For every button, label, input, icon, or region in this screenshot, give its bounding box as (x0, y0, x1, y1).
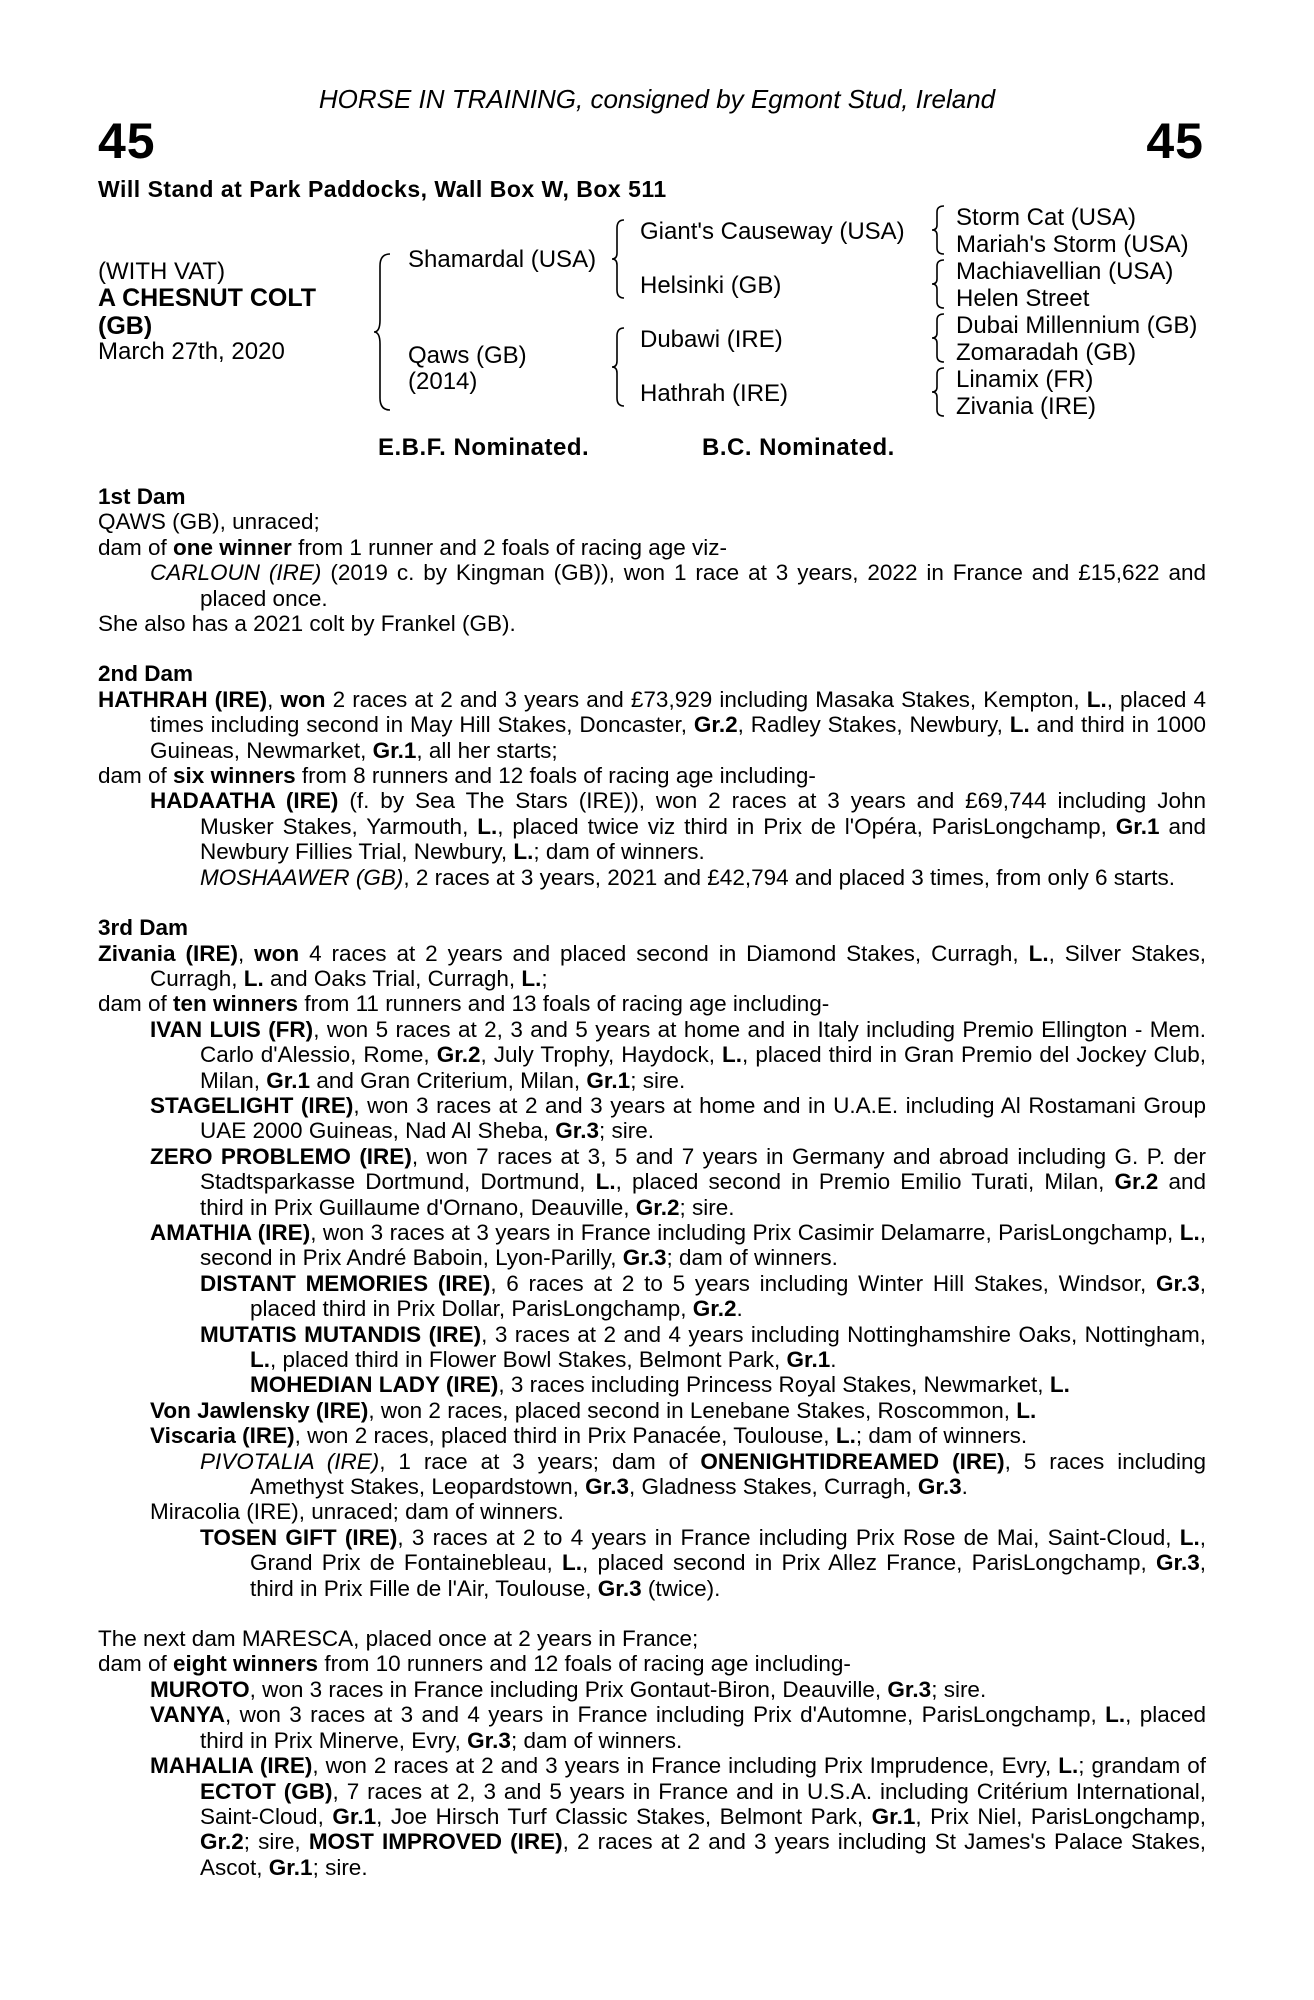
second-dam-record: HATHRAH (IRE), won 2 races at 2 and 3 years and £73,929 including Masaka Stakes, Kempton, L., placed 4 times including second in May Hill Stakes, Doncaster, Gr.2, Radley Stakes, Newbury, L. and third in 1000 Guineas, Newmarket, Gr.1, all her starts; (98, 686, 1206, 763)
lot-name-country: (GB) (98, 312, 153, 340)
first-dam-note: She also has a 2021 colt by Frankel (GB). (98, 611, 516, 637)
pedigree-g8: Zivania (IRE) (956, 393, 1097, 420)
pedigree-dam-sire: Dubawi (IRE) (640, 326, 783, 353)
progeny-tosen-gift: TOSEN GIFT (IRE), 3 races at 2 to 4 years in France including Prix Rose de Mai, Saint-Cloud, L., Grand Prix de Fontainebleau, L., placed second in Prix Allez France, ParisLongchamp, Gr.3, third in Prix Fille de l'Air, Toulouse, Gr.3 (twice). (200, 1524, 1206, 1601)
pedigree-sire-dam: Helsinki (GB) (640, 272, 782, 299)
second-dam-summary: dam of six winners from 8 runners and 12 foals of racing age including- (98, 763, 816, 789)
progeny-pivotalia: PIVOTALIA (IRE), 1 race at 3 years; dam of ONENIGHTIDREAMED (IRE), 5 races including Amethyst Stakes, Leopardstown, Gr.3, Gladness Stakes, Curragh, Gr.3. (200, 1448, 1207, 1500)
bc-nomination: B.C. Nominated. (702, 434, 895, 461)
third-dam-record: Zivania (IRE), won 4 races at 2 years and placed second in Diamond Stakes, Curragh, L., Silver Stakes, Curragh, L. and Oaks Trial, Curragh, L.; (98, 940, 1206, 991)
progeny-zero-problemo: ZERO PROBLEMO (IRE), won 7 races at 3, 5 and 7 years in Germany and abroad including G. P. der Stadtsparkasse Dortmund, Dortmund, L., placed second in Premio Emilio Turati, Milan, Gr.2 and third in Prix Guillaume d'Ornano, Deauville, Gr.2; sire. (150, 1143, 1207, 1220)
pedigree-brace-g3 (930, 312, 946, 364)
pedigree-dam-dam: Hathrah (IRE) (640, 380, 789, 407)
pedigree-g4: Helen Street (956, 285, 1090, 312)
third-dam-heading: 3rd Dam (98, 915, 189, 941)
first-dam-progeny: CARLOUN (IRE) (2019 c. by Kingman (GB)), won 1 race at 3 years, 2022 in France and £15,622 and placed once. (150, 560, 1206, 611)
second-dam-progeny-2: MOSHAAWER (GB), 2 races at 3 years, 2021 and £42,794 and placed 3 times, from only 6 starts. (200, 864, 1176, 890)
progeny-amathia: AMATHIA (IRE), won 3 races at 3 years in France including Prix Casimir Delamarre, ParisLongchamp, L., second in Prix André Baboin, Lyon-Parilly, Gr.3; dam of winners. (150, 1219, 1206, 1271)
pedigree-brace-g4 (930, 366, 946, 418)
catalogue-body (98, 484, 1206, 1880)
next-dam-summary: dam of eight winners from 10 runners and 12 foals of racing age including- (98, 1651, 851, 1677)
lot-number-left: 45 (98, 113, 156, 169)
progeny-mutatis-mutandis: MUTATIS MUTANDIS (IRE), 3 races at 2 and 4 years including Nottinghamshire Oaks, Nottingham, L., placed third in Flower Bowl Stakes, Belmont Park, Gr.1. (200, 1321, 1206, 1372)
progeny-miracolia: Miracolia (IRE), unraced; dam of winners. (150, 1499, 564, 1525)
pedigree-dam-year: (2014) (408, 368, 478, 395)
first-dam-heading: 1st Dam (98, 484, 186, 509)
pedigree-g1: Storm Cat (USA) (956, 204, 1137, 231)
first-dam-line: QAWS (GB), unraced; (98, 509, 320, 535)
second-dam-heading: 2nd Dam (98, 661, 194, 687)
vat-label: (WITH VAT) (98, 258, 226, 285)
page-header-title: HORSE IN TRAINING, consigned by Egmont Stud, Ireland (318, 84, 996, 114)
pedigree-sire: Shamardal (USA) (408, 246, 597, 273)
progeny-mohedian-lady: MOHEDIAN LADY (IRE), 3 races including Princess Royal Stakes, Newmarket, L. (250, 1372, 1070, 1398)
pedigree-brace-sire (610, 218, 626, 300)
first-dam-summary: dam of one winner from 1 runner and 2 foals of racing age viz- (98, 534, 728, 560)
progeny-von-jawlensky: Von Jawlensky (IRE), won 2 races, placed second in Lenebane Stakes, Roscommon, L. (150, 1397, 1037, 1423)
second-dam-progeny-1: HADAATHA (IRE) (f. by Sea The Stars (IRE)), won 2 races at 3 years and £69,744 including John Musker Stakes, Yarmouth, L., placed twice viz third in Prix de l'Opéra, ParisLongchamp, Gr.1 and Newbury Fillies Trial, Newbury, L.; dam of winners. (150, 788, 1206, 865)
pedigree-g5: Dubai Millennium (GB) (956, 312, 1198, 339)
third-dam-summary: dam of ten winners from 11 runners and 13 foals of racing age including- (98, 991, 830, 1017)
pedigree-brace-g1 (930, 204, 946, 256)
pedigree-dam: Qaws (GB) (408, 342, 527, 369)
lot-number-right: 45 (1146, 113, 1204, 169)
progeny-ivan-luis: IVAN LUIS (FR), won 5 races at 2, 3 and 5 years at home and in Italy including Premio Ellington - Mem. Carlo d'Alessio, Rome, Gr.2, July Trophy, Haydock, L., placed third in Gran Premio del Jockey Club, Milan, Gr.1 and Gran Criterium, Milan, Gr.1; sire. (150, 1016, 1206, 1093)
stand-location: Will Stand at Park Paddocks, Wall Box W, Box 511 (98, 176, 667, 202)
lot-name: A CHESNUT COLT (98, 284, 317, 312)
pedigree-g2: Mariah's Storm (USA) (956, 231, 1189, 258)
progeny-muroto: MUROTO, won 3 races in France including Prix Gontaut-Biron, Deauville, Gr.3; sire. (150, 1676, 987, 1702)
next-dam-line: The next dam MARESCA, placed once at 2 years in France; (98, 1626, 699, 1652)
ebf-nomination: E.B.F. Nominated. (378, 434, 590, 461)
pedigree-brace-main (372, 252, 392, 412)
pedigree-g3: Machiavellian (USA) (956, 258, 1174, 285)
progeny-mahalia: MAHALIA (IRE), won 2 races at 2 and 3 years in France including Prix Imprudence, Evry, L.; grandam of ECTOT (GB), 7 races at 2, 3 and 5 years in France and in U.S.A. including Critérium International, Saint-Cloud, Gr.1, Joe Hirsch Turf Classic Stakes, Belmont Park, Gr.1, Prix Niel, ParisLongchamp, Gr.2; sire, MOST IMPROVED (IRE), 2 races at 2 and 3 years including St James's Palace Stakes, Ascot, Gr.1; sire. (150, 1753, 1207, 1880)
pedigree-brace-dam (610, 326, 626, 408)
pedigree-sire-sire: Giant's Causeway (USA) (640, 218, 905, 245)
pedigree-brace-g2 (930, 258, 946, 310)
progeny-stagelight: STAGELIGHT (IRE), won 3 races at 2 and 3 years at home and in U.A.E. including Al Rostamani Group UAE 2000 Guineas, Nad Al Sheba, Gr.3; sire. (150, 1092, 1206, 1144)
pedigree-g6: Zomaradah (GB) (956, 339, 1137, 366)
pedigree-g7: Linamix (FR) (956, 366, 1094, 393)
progeny-distant-memories: DISTANT MEMORIES (IRE), 6 races at 2 to 5 years including Winter Hill Stakes, Windsor, Gr.3, placed third in Prix Dollar, ParisLongchamp, Gr.2. (200, 1270, 1206, 1322)
progeny-vanya: VANYA, won 3 races at 3 and 4 years in France including Prix d'Automne, ParisLongchamp, L., placed third in Prix Minerve, Evry, Gr.3; dam of winners. (150, 1702, 1207, 1753)
progeny-viscaria: Viscaria (IRE), won 2 races, placed third in Prix Panacée, Toulouse, L.; dam of winners. (150, 1423, 1028, 1449)
foaling-date: March 27th, 2020 (98, 338, 285, 365)
